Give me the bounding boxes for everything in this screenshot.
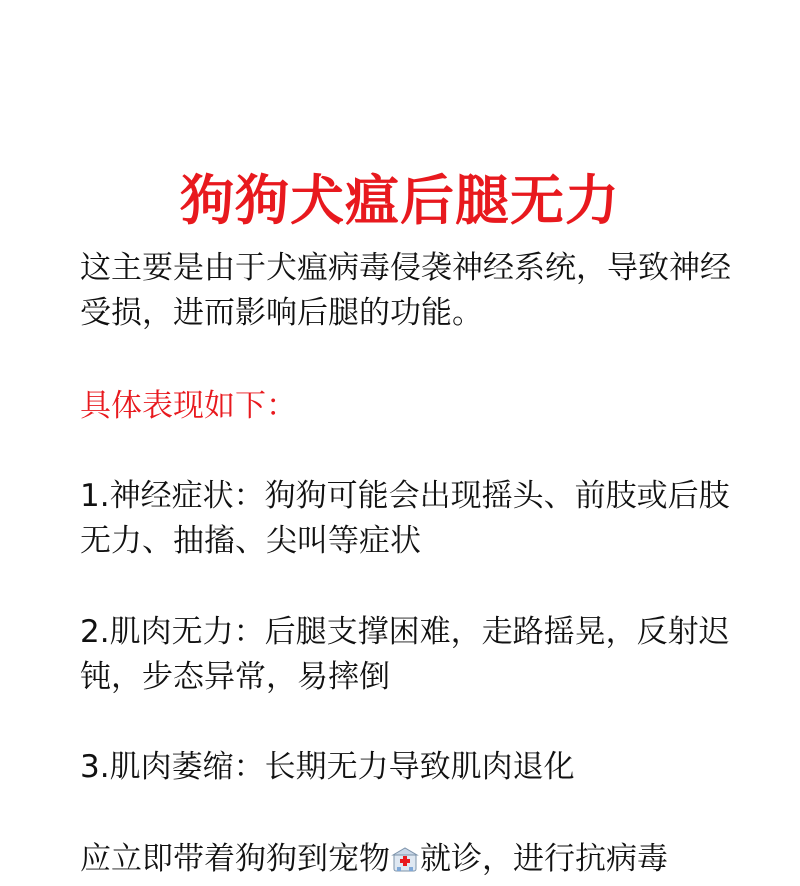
closing-paragraph (80, 837, 740, 882)
symptom-item: 1.神经症状：狗狗可能会出现摇头、前肢或后肢无力、抽搐、尖叫等症状 (80, 478, 730, 559)
article-title: 狗狗犬瘟后腿无力 (180, 169, 620, 233)
intro-paragraph: 这主要是由于犬瘟病毒侵袭神经系统，导致神经受损，进而影响后腿的功能。 (80, 250, 731, 331)
symptom-item: 3.肌肉萎缩：长期无力导致肌肉退化 (80, 749, 575, 785)
hospital-icon (391, 841, 419, 869)
closing-text-after: 就诊，进行抗病毒 (420, 841, 668, 877)
closing-text-before: 应立即带着狗狗到宠物 (80, 841, 390, 877)
symptom-item: 2.肌肉无力：后腿支撑困难，走路摇晃，反射迟钝，步态异常，易摔倒 (80, 614, 730, 695)
symptoms-heading: 具体表现如下： (80, 388, 297, 424)
